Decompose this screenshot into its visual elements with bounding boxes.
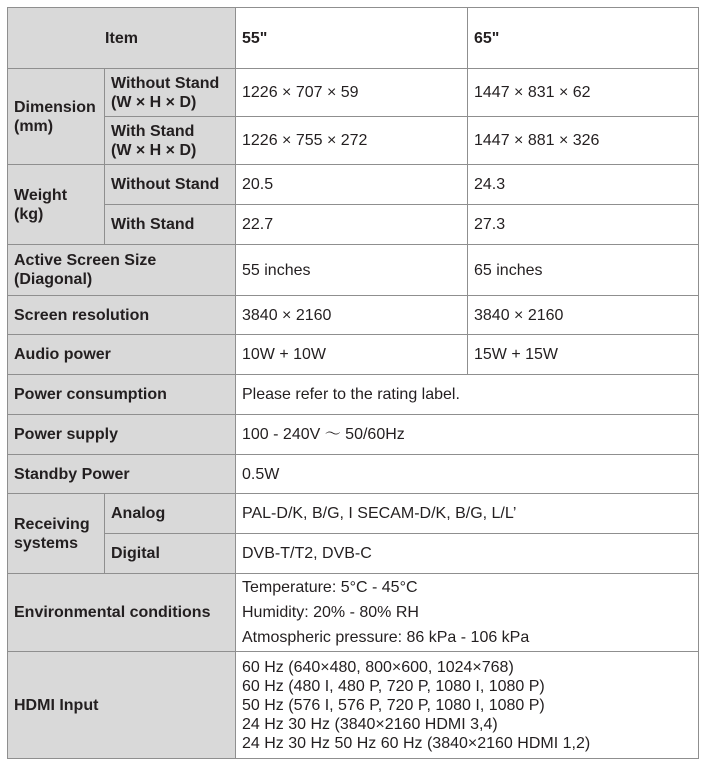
screen-size-label: [8, 245, 236, 296]
weight-with-stand-55: 22.7: [236, 205, 468, 245]
weight-with-stand-row: [8, 205, 699, 245]
environment-temperature: Temperature: 5°C - 45°C: [242, 579, 418, 596]
standby-row: [8, 455, 699, 494]
hdmi-line-1: 60 Hz (640×480, 800×600, 1024×768): [242, 658, 514, 676]
dimension-label: [8, 69, 105, 165]
weight-without-stand-65: 24.3: [468, 165, 699, 205]
standby-value: 0.5W: [236, 455, 699, 494]
dimension-with-stand-55: 1226 × 755 × 272: [236, 117, 468, 165]
dimension-label-line-2: (mm): [14, 117, 54, 135]
screen-size-65: 65 inches: [468, 245, 699, 296]
receiving-analog-row: [8, 494, 699, 534]
dimension-without-stand-row: [8, 69, 699, 117]
header-55: 55": [236, 8, 468, 69]
screen-size-row: [8, 245, 699, 296]
weight-without-stand-55: 20.5: [236, 165, 468, 205]
screen-size-55: 55 inches: [236, 245, 468, 296]
hdmi-line-3: 50 Hz (576 I, 576 P, 720 P, 1080 I, 1080 P): [242, 696, 545, 714]
weight-label-line-1: Weight: [14, 186, 68, 204]
weight-label: [8, 165, 105, 245]
dimension-without-stand-line-1: Without Stand: [111, 74, 220, 92]
header-item: Item: [8, 8, 236, 69]
receiving-label-line-2: systems: [14, 534, 79, 552]
audio-55: 10W + 10W: [236, 335, 468, 375]
hdmi-value: [236, 652, 699, 759]
header-65: 65": [468, 8, 699, 69]
weight-without-stand-row: [8, 165, 699, 205]
dimension-with-stand-row: [8, 117, 699, 165]
weight-without-stand-label: Without Stand: [105, 165, 236, 205]
resolution-label: Screen resolution: [8, 296, 236, 335]
resolution-55: 3840 × 2160: [236, 296, 468, 335]
dimension-with-stand-line-2: (W × H × D): [111, 141, 197, 159]
weight-with-stand-65: 27.3: [468, 205, 699, 245]
resolution-row: [8, 296, 699, 335]
hdmi-line-5: 24 Hz 30 Hz 50 Hz 60 Hz (3840×2160 HDMI 1,2): [242, 734, 591, 752]
dimension-without-stand-55: 1226 × 707 × 59: [236, 69, 468, 117]
consumption-value: Please refer to the rating label.: [236, 375, 699, 415]
screen-size-label-line-2: (Diagonal): [14, 271, 93, 288]
environment-pressure: Atmospheric pressure: 86 kPa - 106 kPa: [242, 629, 530, 646]
screen-size-label-line-1: Active Screen Size: [14, 252, 157, 269]
hdmi-line-2: 60 Hz (480 I, 480 P, 720 P, 1080 I, 1080 P): [242, 677, 545, 695]
dimension-with-stand-label: [105, 117, 236, 165]
receiving-label: [8, 494, 105, 574]
dimension-without-stand-line-2: (W × H × D): [111, 93, 197, 111]
hdmi-line-4: 24 Hz 30 Hz (3840×2160 HDMI 3,4): [242, 715, 498, 733]
consumption-label: Power consumption: [8, 375, 236, 415]
consumption-row: [8, 375, 699, 415]
resolution-65: 3840 × 2160: [468, 296, 699, 335]
hdmi-label: HDMI Input: [8, 652, 236, 759]
audio-label: Audio power: [8, 335, 236, 375]
receiving-analog-value: PAL-D/K, B/G, I SECAM-D/K, B/G, L/L’: [236, 494, 699, 534]
supply-label: Power supply: [8, 415, 236, 455]
hdmi-row: [8, 652, 699, 759]
standby-label: Standby Power: [8, 455, 236, 494]
receiving-digital-value: DVB-T/T2, DVB-C: [236, 534, 699, 574]
environment-label: Environmental conditions: [8, 574, 236, 652]
receiving-label-line-1: Receiving: [14, 515, 90, 533]
weight-label-line-2: (kg): [14, 205, 44, 223]
environment-humidity: Humidity: 20% - 80% RH: [242, 604, 419, 621]
dimension-label-line-1: Dimension: [14, 98, 96, 116]
dimension-with-stand-65: 1447 × 881 × 326: [468, 117, 699, 165]
receiving-digital-row: [8, 534, 699, 574]
environment-row: [8, 574, 699, 652]
supply-row: [8, 415, 699, 455]
spec-table: [7, 7, 699, 759]
supply-value: 100 - 240V ～ 50/60Hz: [236, 415, 699, 455]
weight-with-stand-label: With Stand: [105, 205, 236, 245]
header-row: [8, 8, 699, 69]
audio-65: 15W + 15W: [468, 335, 699, 375]
dimension-with-stand-line-1: With Stand: [111, 122, 195, 140]
dimension-without-stand-65: 1447 × 831 × 62: [468, 69, 699, 117]
dimension-without-stand-label: [105, 69, 236, 117]
audio-row: [8, 335, 699, 375]
receiving-analog-label: Analog: [105, 494, 236, 534]
environment-value: [236, 574, 699, 652]
receiving-digital-label: Digital: [105, 534, 236, 574]
